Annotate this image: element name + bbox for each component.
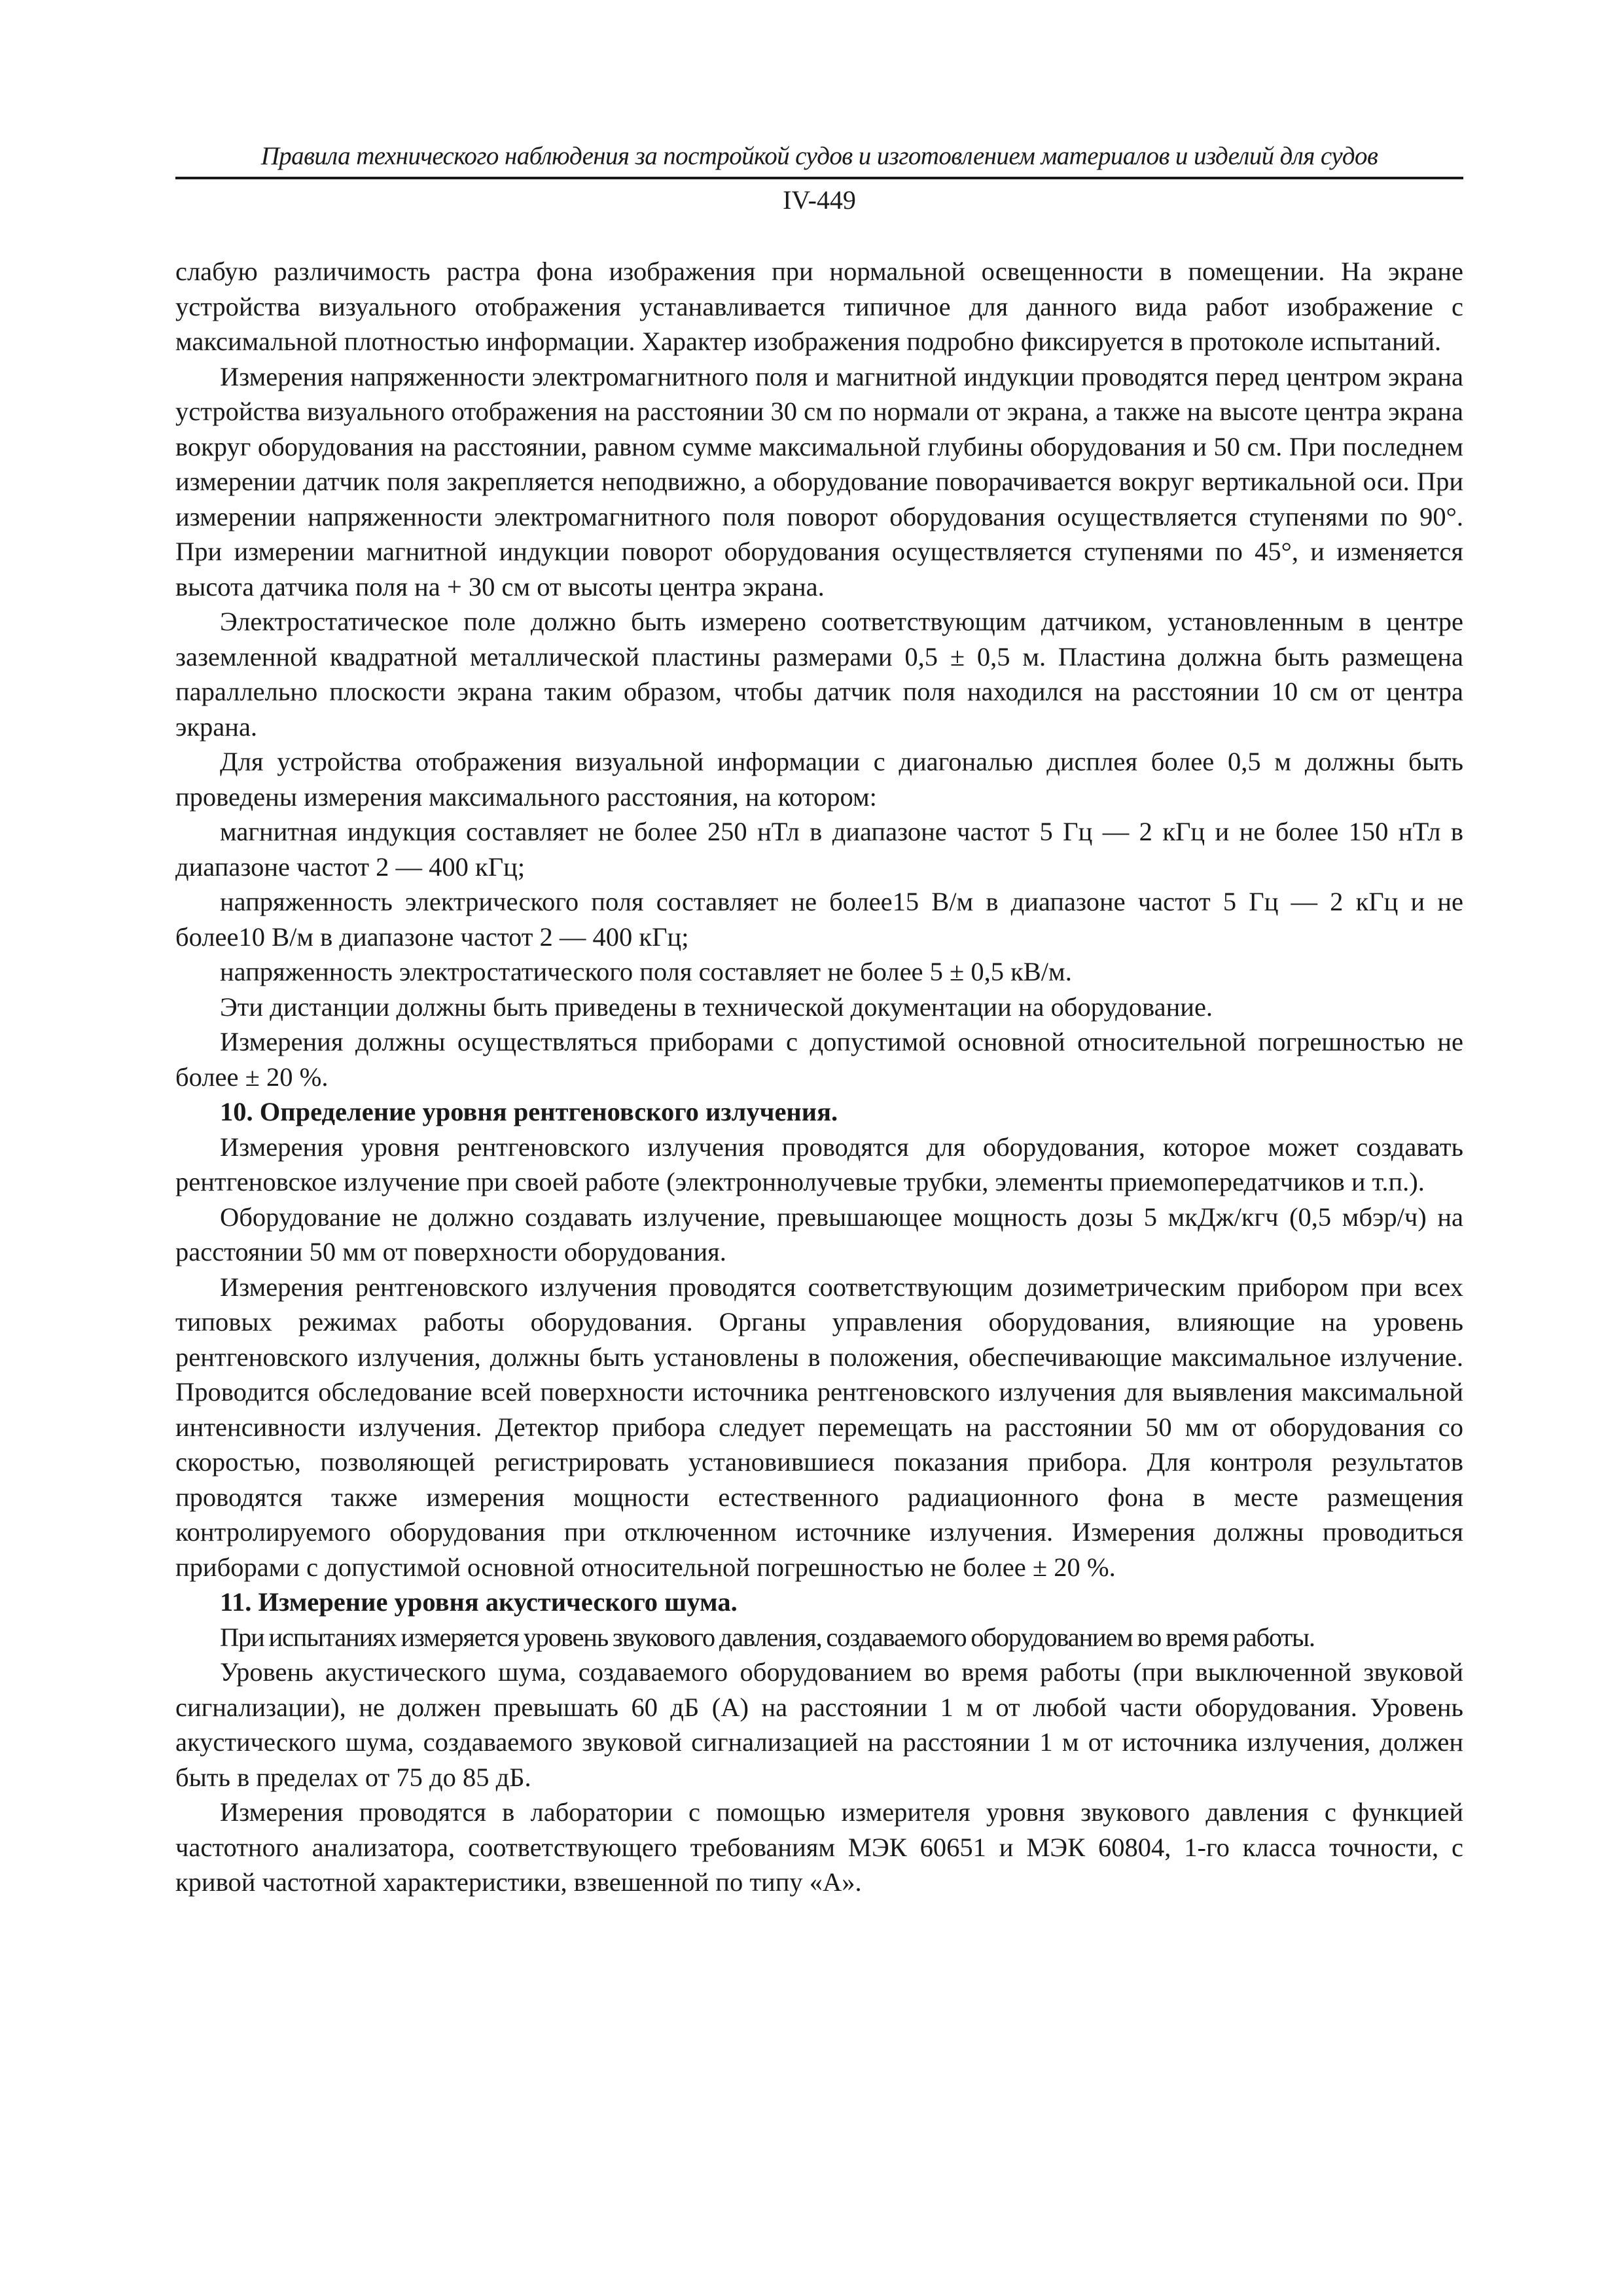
page-number: IV-449: [783, 185, 856, 215]
paragraph-measurement-accuracy: Измерения должны осуществляться приборами с допустимой основной относительной погрешностью не более ± 20 %.: [175, 1027, 1463, 1092]
list-item-electrostatic-field: напряженность электростатического поля составляет не более 5 ± 0,5 кВ/м.: [220, 957, 1072, 986]
list-item-magnetic-induction: магнитная индукция составляет не более 250 нТл в диапазоне частот 5 Гц — 2 кГц и не более 150 нТл в диапазоне частот 2 — 400 кГц;: [175, 817, 1463, 882]
paragraph-xray-scope: Измерения уровня рентгеновского излучения проводятся для оборудования, которое может создавать рентгеновское излучение при своей работе (электроннолучевые трубки, элементы приемопередатчиков и т.п.).: [175, 1132, 1463, 1196]
paragraph-xray-procedure: Измерения рентгеновского излучения проводятся соответствующим дозиметрическим прибором при всех типовых режимах работы оборудования. Органы управления оборудования, влияющие на уровень рентгеновского излучения, должны быть установлены в положения, обеспечивающие максимальное излучение. Проводится обследование всей поверхности источника рентгеновского излучения для выявления максимальной интенсивности излучения. Детектор прибора следует перемещать на расстоянии 50 мм от оборудования со скоростью, позволяющей регистрировать установившиеся показания прибора. Для контроля результатов проводятся также измерения мощности естественного радиационного фона в месте размещения контролируемого оборудования при отключенном источнике излучения. Измерения должны проводиться приборами с допустимой основной относительной погрешностью не более ± 20 %.: [175, 1272, 1463, 1582]
section-heading-xray: 10. Определение уровня рентгеновского излучения.: [220, 1097, 838, 1126]
paragraph-continuation: слабую различимость растра фона изображения при нормальной освещенности в помещении. На экране устройства визуального отображения устанавливается типичное для данного вида работ изображение с максимальной плотностью информации. Характер изображения подробно фиксируется в протоколе испытаний.: [175, 257, 1463, 356]
paragraph-xray-limit: Оборудование не должно создавать излучение, превышающее мощность дозы 5 мкДж/кгч (0,5 мбэр/ч) на расстоянии 50 мм от поверхности оборудования.: [175, 1202, 1463, 1266]
list-item-electric-field: напряженность электрического поля составляет не более15 В/м в диапазоне частот 5 Гц — 2 кГц и не более10 В/м в диапазоне частот 2 — 400 кГц;: [175, 887, 1463, 952]
paragraph-large-display-intro: Для устройства отображения визуальной информации с диагональю дисплея более 0,5 м должны быть проведены измерения максимального расстояния, на котором:: [175, 747, 1463, 812]
paragraph-acoustic-test: При испытаниях измеряется уровень звукового давления, создаваемого оборудованием во время работы.: [220, 1622, 1315, 1652]
paragraph-electrostatic-field: Электростатическое поле должно быть измерено соответствующим датчиком, установленным в центре заземленной квадратной металлической пластины размерами 0,5 ± 0,5 м. Пластина должна быть размещена параллельно плоскости экрана таким образом, чтобы датчик поля находился на расстоянии 10 см от центра экрана.: [175, 607, 1463, 742]
paragraph-acoustic-instrument: Измерения проводятся в лаборатории с помощью измерителя уровня звукового давления с функцией частотного анализатора, соответствующего требованиям МЭК 60651 и МЭК 60804, 1-го класса точности, с кривой частотной характеристики, взвешенной по типу «А».: [175, 1797, 1463, 1897]
paragraph-acoustic-limits: Уровень акустического шума, создаваемого оборудованием во время работы (при выключенной звуковой сигнализации), не должен превышать 60 дБ (А) на расстоянии 1 м от любой части оборудования. Уровень акустического шума, создаваемого звуковой сигнализацией на расстоянии 1 м от источника излучения, должен быть в пределах от 75 до 85 дБ.: [175, 1657, 1463, 1792]
paragraph-em-field-measurement: Измерения напряженности электромагнитного поля и магнитной индукции проводятся перед центром экрана устройства визуального отображения на расстоянии 30 см по нормали от экрана, а также на высоте центра экрана вокруг оборудования на расстоянии, равном сумме максимальной глубины оборудования и 50 см. При последнем измерении датчик поля закрепляется неподвижно, а оборудование поворачивается вокруг вертикальной оси. При измерении напряженности электромагнитного поля поворот оборудования осуществляется ступенями по 90°. При измерении магнитной индукции поворот оборудования осуществляется ступенями по 45°, и изменяется высота датчика поля на + 30 см от высоты центра экрана.: [175, 361, 1463, 601]
header-divider: [175, 177, 1463, 179]
body-text: [175, 254, 1463, 1900]
running-header-title: Правила технического наблюдения за постройкой судов и изготовлением материалов и изделий для судов: [260, 142, 1378, 170]
section-heading-acoustic-noise: 11. Измерение уровня акустического шума.: [220, 1587, 738, 1617]
paragraph-distances-documentation: Эти дистанции должны быть приведены в технической документации на оборудование.: [220, 992, 1213, 1022]
